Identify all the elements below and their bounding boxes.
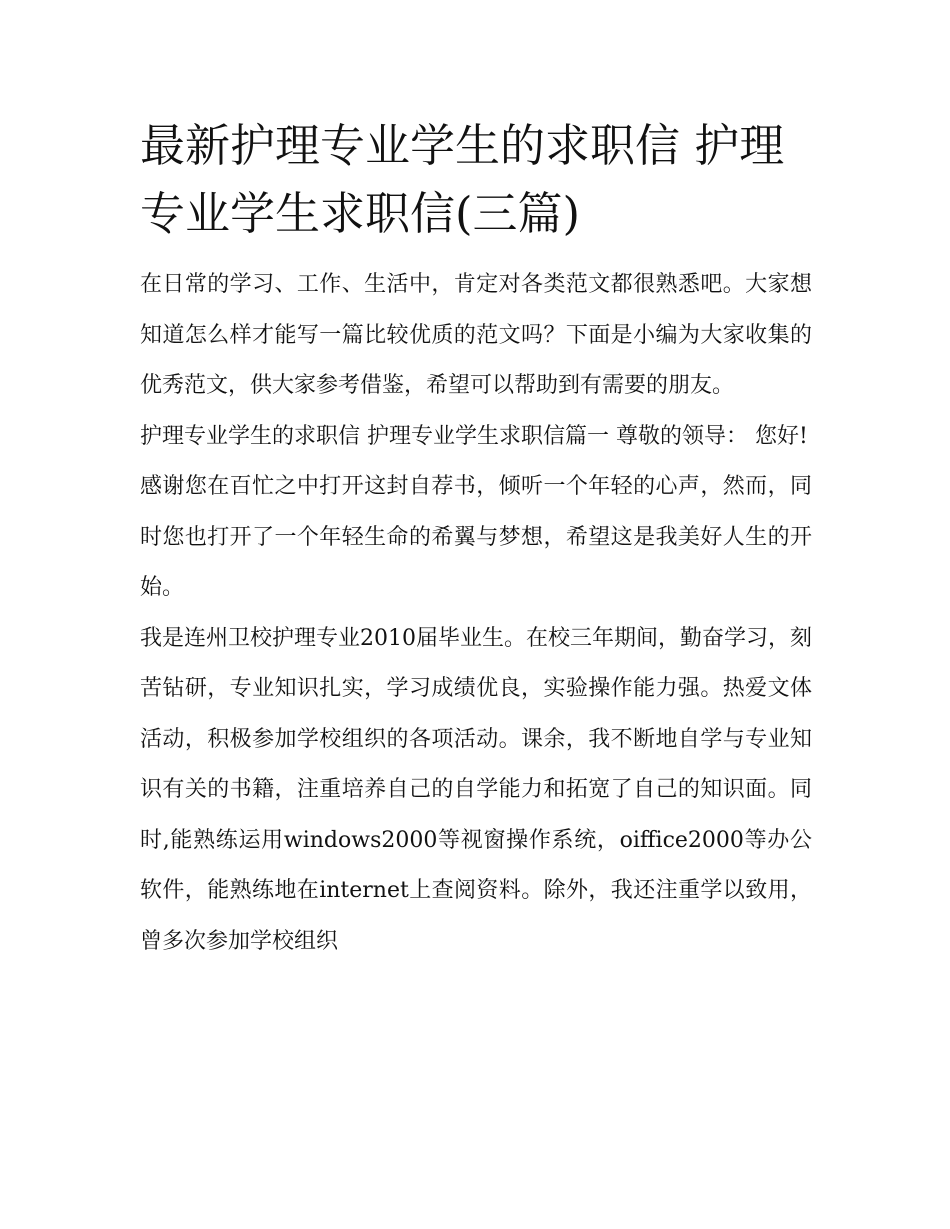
document-page: [140, 112, 812, 967]
intro-paragraph: 在日常的学习、工作、生活中，肯定对各类范文都很熟悉吧。大家想知道怎么样才能写一篇比较优质的范文吗？下面是小编为大家收集的优秀范文，供大家参考借鉴，希望可以帮助到有需要的朋友。: [140, 272, 812, 398]
document-title: 最新护理专业学生的求职信 护理专业学生求职信(三篇): [140, 119, 785, 240]
letter-heading-paragraph: 护理专业学生的求职信 护理专业学生求职信篇一 尊敬的领导： 您好!: [140, 423, 808, 449]
gratitude-paragraph: 感谢您在百忙之中打开这封自荐书，倾听一个年轻的心声，然而，同时您也打开了一个年轻生命的希翼与梦想，希望这是我美好人生的开始。: [140, 474, 812, 600]
self-introduction-paragraph: 我是连州卫校护理专业2010届毕业生。在校三年期间，勤奋学习，刻苦钻研，专业知识扎实，学习成绩优良，实验操作能力强。热爱文体活动，积极参加学校组织的各项活动。课余，我不断地自学与专业知识有关的书籍，注重培养自己的自学能力和拓宽了自己的知识面。同时,能熟练运用windows2000等视窗操作系统，oiffice2000等办公软件，能熟练地在internet上查阅资料。除外，我还注重学以致用，曾多次参加学校组织: [140, 625, 812, 954]
